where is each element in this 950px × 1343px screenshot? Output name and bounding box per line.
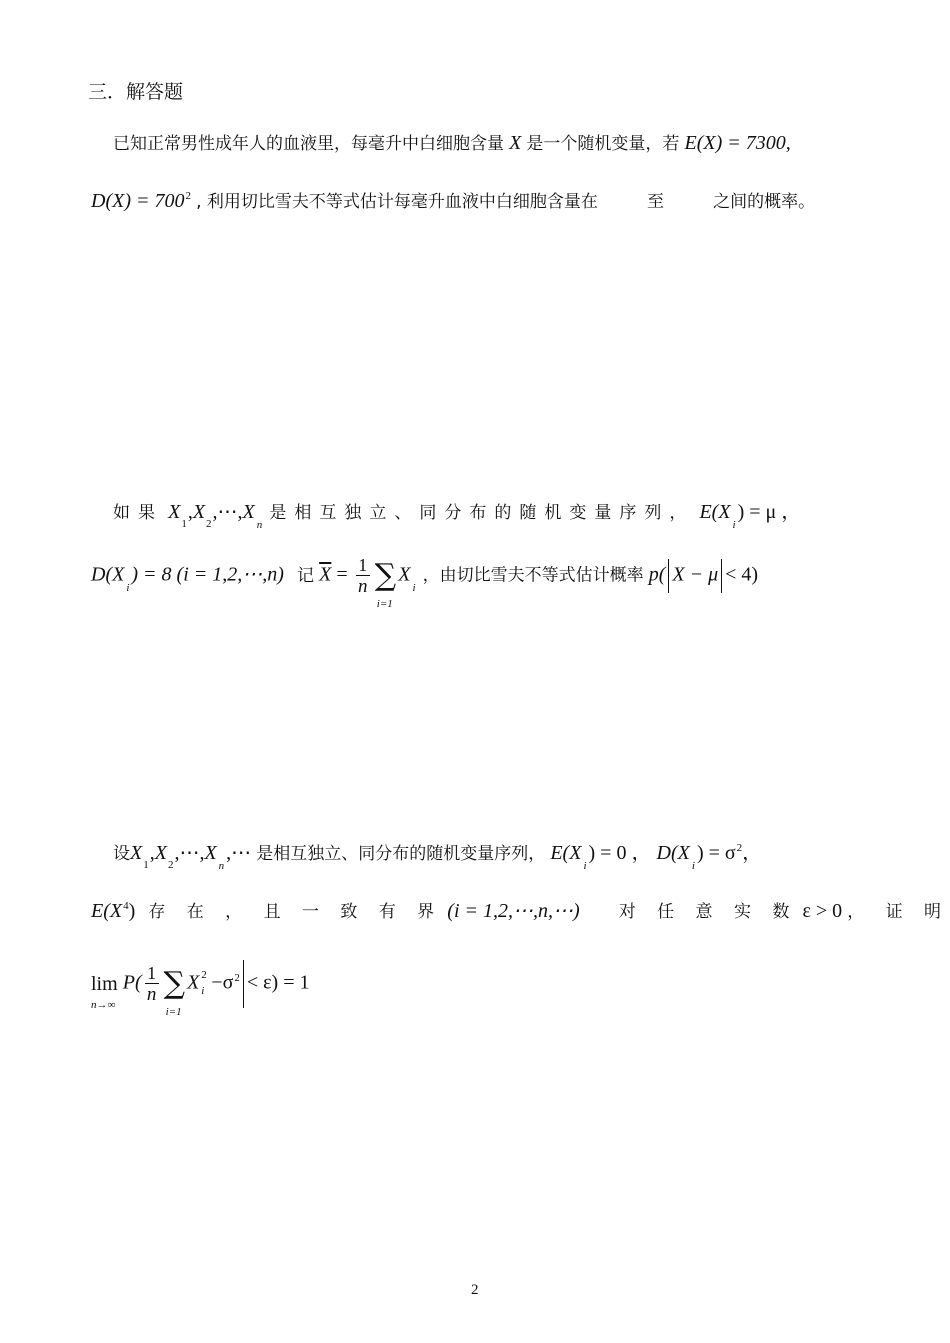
p3-tail: < ε) = 1 (246, 971, 310, 994)
p3-lim-sub: n→∞ (91, 999, 116, 1011)
p2-xn: X (242, 501, 255, 523)
p3-text-c: 对 任 意 实 数 (618, 902, 798, 922)
p3-limit (91, 973, 118, 1011)
p3-sq-x: X (187, 971, 200, 994)
problem-1-line-2 (91, 191, 815, 211)
page-number: 2 (471, 1282, 479, 1298)
p3-sub-1: 1 (143, 859, 149, 871)
p1-blank-to: 至 (646, 192, 664, 212)
p2-text-a: 是相互独立、同分布的随机变量序列， (269, 503, 695, 523)
p3-lead: 设 (113, 844, 130, 864)
p3-sq-exp: 2 (201, 969, 207, 981)
p3-frac-num: 1 (147, 963, 157, 983)
p3-range: (i = 1,2,⋯,n,⋯) (447, 900, 580, 922)
p3-moment-b: ) (128, 900, 136, 922)
p3-text-b: 存 在 ， 且 一 致 有 界 (148, 902, 443, 922)
p3-var-a: D(X (656, 842, 690, 864)
problem-1-line-1 (113, 133, 791, 153)
p3-expect-b: ) = 0 ， (588, 842, 652, 864)
p2-var-b: ) = 8 (i = 1,2,⋯,n) (131, 563, 284, 586)
p2-text-c: ，由切比雪夫不等式估计概率 (422, 565, 644, 586)
p2-var-a: D(X (91, 563, 125, 586)
p3-x1: X (130, 842, 143, 864)
problem-3-line-3 (91, 960, 310, 1018)
p1-variance: D(X) = 700 (91, 190, 185, 212)
p1-text-c: , 利用切比雪夫不等式估计每毫升血液中白细胞含量在 (196, 192, 598, 212)
p3-sq-sub: i (201, 985, 205, 997)
p3-sigma-exp: 2 (234, 971, 240, 984)
p3-var-exp: 2 (736, 842, 743, 854)
p3-x2: X (154, 842, 167, 864)
p3-expect-a: E(X (550, 842, 582, 864)
p2-frac-den: n (358, 576, 368, 597)
problem-3-line-2 (91, 901, 949, 921)
problem-2-line-1 (113, 501, 802, 531)
p1-variance-exp: 2 (185, 190, 191, 202)
p2-eq: = (336, 563, 348, 586)
p2-prob-c: < 4) (725, 563, 759, 586)
p1-text-b: 是一个随机变量，若 (526, 134, 680, 154)
p3-var-end: ， (742, 842, 763, 864)
p2-lead: 如果 (113, 503, 163, 523)
p3-seq-tail: ,⋯ (226, 842, 252, 864)
p2-xbar: $\overline{X}$ (319, 563, 332, 586)
p3-var-sub: i (691, 860, 695, 872)
p2-prob-a: p( (648, 563, 666, 586)
p2-sigma (374, 558, 397, 610)
p3-lim: lim (91, 973, 118, 995)
p3-sum-index: i=1 (165, 1006, 182, 1018)
p3-frac-den: n (146, 984, 157, 1005)
p2-frac-num: 1 (358, 555, 368, 575)
p3-dots: ,⋯, (174, 842, 205, 864)
p2-fraction (355, 556, 371, 596)
p3-sigma (163, 966, 186, 1018)
p1-text-d: 之间的概率。 (713, 192, 816, 212)
p2-sep: , (187, 501, 193, 523)
p3-moment-exp: 4 (123, 900, 129, 912)
p3-abs-bar (243, 960, 244, 1008)
p2-sum-index: i=1 (376, 598, 393, 610)
section-heading: 三．解答题 (88, 81, 184, 103)
p2-sub-1: 1 (181, 518, 187, 530)
p2-sub-n: n (256, 519, 263, 531)
p1-text-a: 已知正常男性成年人的血液里，每毫升中白细胞含量 (113, 134, 504, 154)
p3-text-d: ， 证 明 (847, 902, 950, 922)
p3-sub-2: 2 (167, 859, 174, 871)
p2-prob-b: X − μ (672, 563, 719, 586)
p2-sum-sub: i (412, 581, 416, 594)
p1-expectation: E(X) = 7300, (684, 132, 791, 154)
p3-expect-sub: i (583, 860, 587, 872)
p3-sub-n: n (218, 860, 225, 872)
p2-sigma-symbol: ∑ (374, 558, 397, 593)
p3-var-b: ) = σ (696, 842, 736, 864)
p3-xn: X (204, 842, 217, 864)
p2-sub-2: 2 (206, 518, 212, 530)
p2-x2: X (192, 501, 206, 523)
p2-var-sub: i (126, 581, 130, 594)
p2-abs-left (668, 559, 669, 593)
p3-fraction (144, 964, 160, 1004)
p2-dots: ,⋯, (212, 501, 243, 523)
p2-sum-x: X (398, 563, 411, 586)
p2-expect-b: ) = μ ， (737, 501, 802, 523)
problem-2-line-2 (91, 555, 759, 610)
p2-x1: X (168, 501, 181, 523)
p2-text-b: 记 (297, 565, 315, 586)
p2-abs-right (721, 559, 722, 593)
p1-var-x: X (509, 132, 522, 154)
p3-moment-a: E(X (91, 900, 123, 922)
p3-eps-cond: ε > 0 (802, 900, 843, 922)
p2-expect-sub: i (732, 519, 736, 531)
p3-lim-p: P( (122, 971, 142, 994)
problem-3-line-1 (113, 842, 763, 872)
p3-text-a: 是相互独立、同分布的随机变量序列， (256, 844, 546, 864)
p2-expect-a: E(X (699, 501, 731, 523)
p3-sigma-symbol: ∑ (163, 966, 186, 1001)
p3-sep: , (149, 842, 155, 864)
p3-minus-sigma: −σ (211, 971, 234, 994)
